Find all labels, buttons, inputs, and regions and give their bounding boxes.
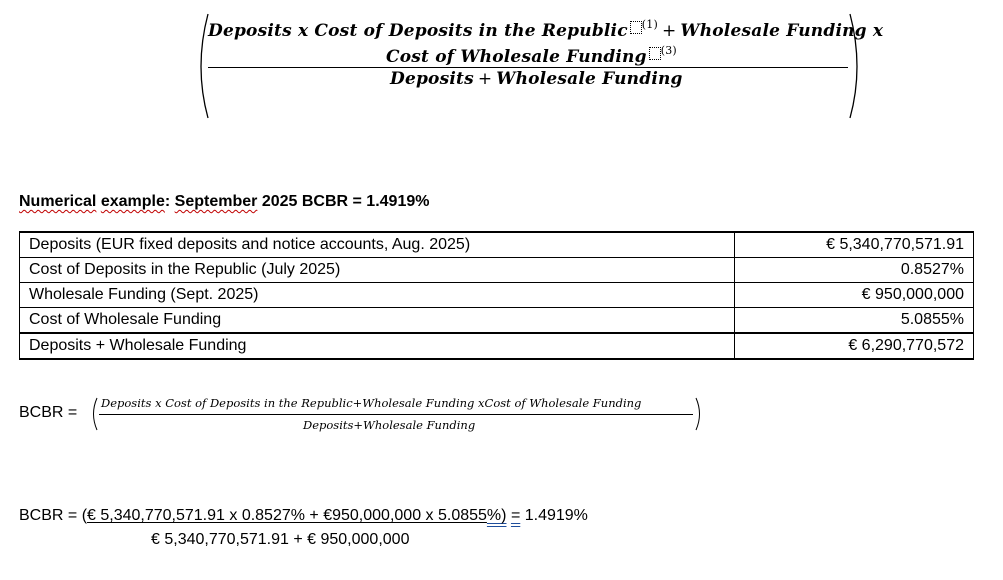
row-label: Deposits (EUR fixed deposits and notice accounts, Aug. 2025) xyxy=(20,232,735,258)
row-value: 0.8527% xyxy=(735,258,974,283)
right-parenthesis xyxy=(848,12,862,122)
table-row-total xyxy=(20,333,974,359)
calc-close: %) xyxy=(486,507,507,524)
row-value: 5.0855% xyxy=(735,308,974,334)
bcbr-denominator: Deposits+Wholesale Funding xyxy=(303,418,476,432)
left-parenthesis xyxy=(90,397,98,431)
bcbr-numerator: Deposits x Cost of Deposits in the Republic+Wholesale Funding xCost of Wholesale Funding xyxy=(101,396,642,410)
heading-result: 2025 BCBR = 1.4919% xyxy=(261,193,430,210)
plus-operator: + xyxy=(477,69,493,89)
placeholder-box xyxy=(630,21,642,34)
bcbr-formula-display xyxy=(196,12,884,122)
table-row xyxy=(20,258,974,283)
calc-numerator: € 5,340,770,571.91 x 0.8527% + €950,000,000 x 5.0855 xyxy=(87,507,487,524)
numerator-term-wholesale: Wholesale Funding x xyxy=(680,21,884,41)
heading-word: September xyxy=(174,193,258,210)
footnote-marker-1: (1) xyxy=(641,18,658,31)
calculation-denominator-line: € 5,340,770,571.91 + € 950,000,000 xyxy=(151,531,410,548)
calc-result: 1.4919% xyxy=(520,507,588,524)
table-row xyxy=(20,308,974,334)
calc-prefix: BCBR = ( xyxy=(19,507,88,524)
calculation-numerator-line xyxy=(19,507,588,525)
table-row xyxy=(20,283,974,308)
heading-colon: : xyxy=(164,193,171,210)
formula-denominator xyxy=(390,69,683,89)
input-values-table xyxy=(19,231,974,360)
calc-equals: = xyxy=(510,507,521,524)
row-value: € 5,340,770,571.91 xyxy=(735,232,974,258)
row-value: € 950,000,000 xyxy=(735,283,974,308)
placeholder-box xyxy=(649,47,661,60)
formula-numerator-line2 xyxy=(386,44,677,67)
row-label: Cost of Wholesale Funding xyxy=(20,308,735,334)
numerator-term-wholesale-cost: Cost of Wholesale Funding xyxy=(386,47,647,67)
row-label: Cost of Deposits in the Republic (July 2025) xyxy=(20,258,735,283)
bcbr-label: BCBR = xyxy=(19,404,78,421)
heading-word: Numerical xyxy=(19,193,97,210)
fraction-bar xyxy=(208,67,848,68)
right-parenthesis xyxy=(695,397,703,431)
fraction-bar xyxy=(99,414,693,415)
plus-operator: + xyxy=(661,21,677,41)
row-label: Wholesale Funding (Sept. 2025) xyxy=(20,283,735,308)
numerical-example-heading xyxy=(19,193,429,211)
heading-word: example xyxy=(100,193,165,210)
denominator-deposits: Deposits xyxy=(390,69,474,89)
bcbr-formula-inline xyxy=(19,396,719,436)
row-value: € 6,290,770,572 xyxy=(735,333,974,359)
table-row xyxy=(20,232,974,258)
formula-numerator-line1 xyxy=(208,18,883,41)
footnote-marker-3: (3) xyxy=(660,44,677,57)
denominator-wholesale: Wholesale Funding xyxy=(496,69,683,89)
row-label: Deposits + Wholesale Funding xyxy=(20,333,735,359)
numerator-term-deposits-cost: Deposits x Cost of Deposits in the Republic xyxy=(208,21,628,41)
